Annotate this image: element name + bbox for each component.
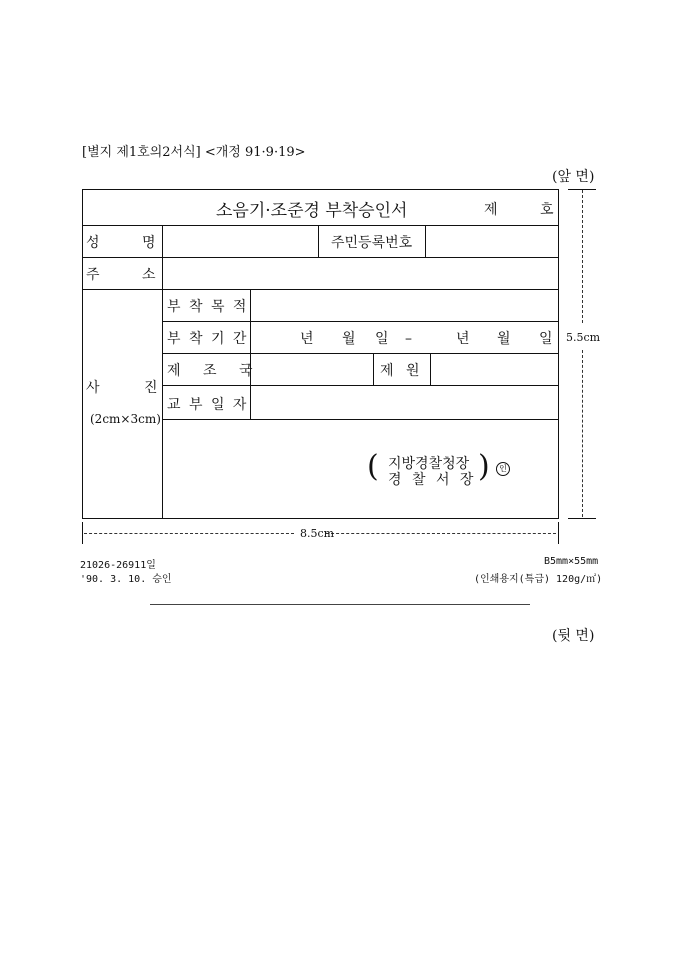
- form-code: 21026-26911일: [80, 560, 156, 571]
- rrn-label: 주민등록번호: [331, 235, 413, 251]
- period-month-1: 월: [342, 331, 356, 347]
- address-label: 주 소: [86, 267, 156, 283]
- period-year-2: 년: [456, 331, 470, 347]
- back-side-label: (뒷 면): [552, 628, 595, 644]
- issuer-line-2: 경 찰 서 장: [388, 472, 474, 488]
- size-spec: B5mm×55mm: [544, 556, 599, 567]
- form-reference: [별지 제1호의2서식] <개정 91·9·19>: [82, 145, 306, 160]
- spec-label: 제 원: [380, 363, 420, 379]
- approval-date: '90. 3. 10. 승인: [80, 574, 172, 585]
- country-label: 제 조 국: [167, 363, 253, 379]
- issuer-line-1: 지방경찰청장: [388, 456, 470, 472]
- right-paren-icon: ): [478, 449, 490, 484]
- period-label: 부 착 기 간: [167, 331, 247, 347]
- height-label: 5.5cm: [566, 331, 601, 344]
- front-side-label: (앞 면): [552, 169, 595, 185]
- photo-size: (2cm×3cm): [90, 412, 161, 426]
- period-day-2: 일: [539, 331, 553, 347]
- period-month-2: 월: [497, 331, 511, 347]
- photo-label: 사 진: [86, 380, 158, 396]
- period-day-1: 일 –: [375, 331, 412, 347]
- issue-date-label: 교 부 일 자: [167, 397, 247, 413]
- paper-spec: (인쇄용지(특급) 120g/㎡): [474, 574, 603, 585]
- seal-icon: 인: [496, 462, 510, 476]
- number-je: 제: [484, 202, 498, 218]
- period-year-1: 년: [300, 331, 314, 347]
- number-ho: 호: [540, 202, 554, 218]
- separator-line: [150, 604, 530, 605]
- left-paren-icon: (: [367, 449, 379, 484]
- name-label: 성 명: [86, 235, 156, 251]
- card-title: 소음기·조준경 부착승인서: [216, 201, 408, 221]
- purpose-label: 부 착 목 적: [167, 299, 247, 315]
- width-label: 8.5cm: [300, 527, 335, 540]
